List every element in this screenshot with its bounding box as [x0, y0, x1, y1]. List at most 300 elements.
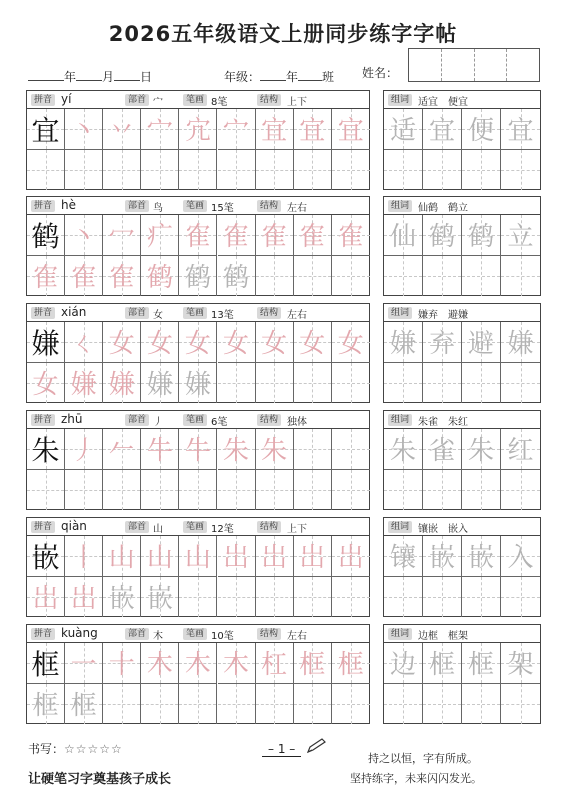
practice-box — [26, 303, 370, 403]
practice-box — [26, 624, 370, 724]
page-number: – 1 – — [262, 742, 301, 757]
stroke-order-cell[interactable] — [179, 256, 217, 297]
char-glyph: 山 — [108, 543, 135, 574]
stroke-order-cell[interactable] — [103, 429, 141, 470]
char-glyph: 宀 — [223, 116, 250, 147]
word-trace-cell[interactable] — [462, 429, 501, 470]
structure-value: 左右 — [287, 310, 307, 321]
stroke-order-cell[interactable] — [256, 429, 294, 470]
words-tag: 组词 — [388, 307, 412, 319]
writing-cell[interactable] — [462, 150, 501, 191]
radical-value: 山 — [153, 524, 163, 535]
words-info-bar — [384, 304, 540, 322]
star-rating[interactable]: ☆☆☆☆☆ — [64, 742, 123, 756]
writing-cell[interactable] — [501, 363, 540, 404]
writing-cell[interactable] — [218, 470, 256, 511]
model-char[interactable] — [27, 109, 65, 150]
writing-cell[interactable] — [218, 150, 256, 191]
writing-cell[interactable] — [294, 256, 332, 297]
strokes-tag: 笔画 — [183, 307, 207, 319]
writing-cell[interactable] — [332, 577, 370, 618]
writing-cell[interactable] — [256, 150, 294, 191]
writing-cell[interactable] — [423, 256, 462, 297]
pinyin-value: kuàng — [61, 626, 98, 640]
char-glyph: 鹤 — [223, 263, 250, 294]
strokes-tag: 笔画 — [183, 628, 207, 640]
stroke-order-cell[interactable] — [218, 256, 256, 297]
writing-cell[interactable] — [294, 150, 332, 191]
words-info-bar — [384, 411, 540, 429]
radical-tag: 部首 — [125, 414, 149, 426]
writing-cell[interactable] — [141, 150, 179, 191]
structure-tag: 结构 — [257, 200, 281, 212]
stroke-order-cell[interactable] — [256, 109, 294, 150]
structure-value: 独体 — [287, 417, 307, 428]
stroke-order-cell[interactable] — [103, 363, 141, 404]
stroke-order-cell[interactable] — [294, 215, 332, 256]
writing-cell[interactable] — [423, 470, 462, 511]
char-glyph: 朱 — [261, 436, 288, 467]
char-glyph: 岀 — [261, 543, 288, 574]
char-glyph: 岀 — [223, 543, 250, 574]
char-section-6 — [26, 624, 541, 724]
writing-cell[interactable] — [384, 684, 423, 725]
char-glyph: 冖 — [108, 222, 135, 253]
words-box — [383, 517, 541, 617]
writing-cell[interactable] — [218, 363, 256, 404]
structure-value: 上下 — [287, 524, 307, 535]
pinyin-tag: 拼音 — [31, 521, 55, 533]
word-trace-cell[interactable] — [384, 429, 423, 470]
char-glyph: 岀 — [32, 584, 59, 615]
words-text: 仙鹤 鹤立 — [418, 203, 468, 214]
word-trace-cell[interactable] — [384, 643, 423, 684]
writing-cell[interactable] — [103, 684, 141, 725]
char-glyph: 女 — [337, 329, 364, 360]
char-glyph: 女 — [299, 329, 326, 360]
stroke-order-cell[interactable] — [179, 322, 217, 363]
word-glyph: 框 — [428, 650, 455, 681]
stroke-order-cell[interactable] — [256, 536, 294, 577]
writing-cell[interactable] — [384, 363, 423, 404]
stroke-order-cell[interactable] — [218, 109, 256, 150]
char-glyph: 朱 — [223, 436, 250, 467]
words-text: 边框 框架 — [418, 631, 468, 642]
radical-value: 鸟 — [153, 203, 163, 214]
writing-cell[interactable] — [384, 470, 423, 511]
char-glyph: 牛 — [184, 436, 211, 467]
strokes-tag: 笔画 — [183, 94, 207, 106]
char-glyph: 女 — [184, 329, 211, 360]
words-grid — [384, 109, 540, 190]
stroke-order-cell[interactable] — [27, 577, 65, 618]
stroke-order-cell[interactable] — [65, 322, 103, 363]
word-glyph: 边 — [389, 650, 416, 681]
writing-cell[interactable] — [332, 150, 370, 191]
stroke-order-cell[interactable] — [179, 643, 217, 684]
radical-tag: 部首 — [125, 521, 149, 533]
word-trace-cell[interactable] — [501, 109, 540, 150]
words-grid — [384, 215, 540, 296]
word-glyph: 适 — [389, 116, 416, 147]
word-trace-cell[interactable] — [501, 429, 540, 470]
word-trace-cell[interactable] — [384, 109, 423, 150]
char-glyph: 木 — [223, 650, 250, 681]
char-glyph: 嫌 — [146, 370, 173, 401]
stroke-order-cell[interactable] — [65, 684, 103, 725]
char-glyph: 宜 — [337, 116, 364, 147]
word-trace-cell[interactable] — [501, 215, 540, 256]
word-trace-cell[interactable] — [423, 322, 462, 363]
word-trace-cell[interactable] — [501, 643, 540, 684]
stroke-order-cell[interactable] — [27, 363, 65, 404]
writing-cell[interactable] — [256, 684, 294, 725]
char-glyph: 鹤 — [184, 263, 211, 294]
writing-cell[interactable] — [256, 577, 294, 618]
word-trace-cell[interactable] — [462, 109, 501, 150]
strokes-tag: 笔画 — [183, 200, 207, 212]
writing-cell[interactable] — [27, 150, 65, 191]
writing-cell[interactable] — [179, 577, 217, 618]
model-char[interactable] — [27, 215, 65, 256]
stroke-order-cell[interactable] — [179, 536, 217, 577]
practice-grid — [27, 429, 369, 510]
char-glyph: 鹤 — [146, 263, 173, 294]
stroke-order-cell[interactable] — [256, 322, 294, 363]
radical-tag: 部首 — [125, 307, 149, 319]
char-section-4 — [26, 410, 541, 510]
words-grid — [384, 429, 540, 510]
char-glyph: 嫌 — [108, 370, 135, 401]
char-glyph: 嫌 — [184, 370, 211, 401]
stroke-order-cell[interactable] — [65, 577, 103, 618]
stroke-order-cell[interactable] — [141, 256, 179, 297]
char-glyph: 女 — [223, 329, 250, 360]
words-box — [383, 303, 541, 403]
writing-cell[interactable] — [179, 150, 217, 191]
writing-cell[interactable] — [27, 470, 65, 511]
practice-grid — [27, 643, 369, 724]
stroke-order-cell[interactable] — [103, 256, 141, 297]
name-input-boxes[interactable] — [408, 48, 540, 82]
char-glyph: 山 — [146, 543, 173, 574]
word-trace-cell[interactable] — [423, 643, 462, 684]
word-glyph: 便 — [467, 116, 494, 147]
stroke-order-cell[interactable] — [103, 577, 141, 618]
writing-cell[interactable] — [462, 577, 501, 618]
char-glyph: 宂 — [184, 116, 211, 147]
strokes-value: 6笔 — [211, 417, 228, 428]
stroke-order-cell[interactable] — [218, 429, 256, 470]
words-tag: 组词 — [388, 200, 412, 212]
pinyin-tag: 拼音 — [31, 628, 55, 640]
pinyin-tag: 拼音 — [31, 200, 55, 212]
stroke-order-cell[interactable] — [179, 363, 217, 404]
writing-cell[interactable] — [103, 470, 141, 511]
writing-cell[interactable] — [384, 150, 423, 191]
char-info-bar — [27, 197, 369, 215]
stroke-order-cell[interactable] — [294, 322, 332, 363]
char-glyph: 𠂉 — [108, 436, 135, 467]
stroke-order-cell[interactable] — [218, 643, 256, 684]
char-glyph: 丶 — [70, 222, 97, 253]
structure-tag: 结构 — [257, 521, 281, 533]
writing-cell[interactable] — [501, 577, 540, 618]
pinyin-tag: 拼音 — [31, 414, 55, 426]
word-glyph: 仙 — [389, 222, 416, 253]
motto-line-1: 持之以恒，字有所成。 — [368, 752, 478, 765]
stroke-order-cell[interactable] — [103, 643, 141, 684]
stroke-order-cell[interactable] — [218, 215, 256, 256]
word-trace-cell[interactable] — [462, 643, 501, 684]
practice-box — [26, 90, 370, 190]
char-glyph: 一 — [70, 650, 97, 681]
stroke-order-cell[interactable] — [27, 256, 65, 297]
writing-cell[interactable] — [65, 150, 103, 191]
word-trace-cell[interactable] — [384, 536, 423, 577]
stroke-order-cell[interactable] — [65, 215, 103, 256]
writing-cell[interactable] — [179, 684, 217, 725]
radical-tag: 部首 — [125, 628, 149, 640]
word-glyph: 框 — [467, 650, 494, 681]
stroke-order-cell[interactable] — [65, 109, 103, 150]
writing-cell[interactable] — [423, 684, 462, 725]
writing-cell[interactable] — [501, 470, 540, 511]
char-glyph: 隺 — [223, 222, 250, 253]
word-trace-cell[interactable] — [384, 215, 423, 256]
writing-cell[interactable] — [501, 150, 540, 191]
stroke-order-cell[interactable] — [65, 643, 103, 684]
writing-cell[interactable] — [256, 363, 294, 404]
words-info-bar — [384, 91, 540, 109]
strokes-tag: 笔画 — [183, 521, 207, 533]
stroke-order-cell[interactable] — [27, 684, 65, 725]
strokes-value: 8笔 — [211, 97, 228, 108]
word-glyph: 鹤 — [428, 222, 455, 253]
char-glyph: 隺 — [261, 222, 288, 253]
stroke-order-cell[interactable] — [103, 109, 141, 150]
writing-cell[interactable] — [462, 684, 501, 725]
words-text: 镶嵌 嵌入 — [418, 524, 468, 535]
word-glyph: 嵌 — [467, 543, 494, 574]
words-tag: 组词 — [388, 414, 412, 426]
stroke-order-cell[interactable] — [332, 322, 370, 363]
radical-value: 宀 — [153, 97, 163, 108]
writing-cell[interactable] — [256, 256, 294, 297]
stroke-order-cell[interactable] — [294, 109, 332, 150]
name-label: 姓名： — [362, 66, 399, 80]
practice-grid — [27, 109, 369, 190]
writing-cell[interactable] — [332, 684, 370, 725]
stroke-order-cell[interactable] — [141, 215, 179, 256]
char-glyph: 丨 — [70, 543, 97, 574]
word-glyph: 朱 — [467, 436, 494, 467]
char-glyph: ㄑ — [70, 329, 97, 360]
writing-cell[interactable] — [332, 256, 370, 297]
radical-value: 丿 — [153, 417, 163, 428]
writing-cell[interactable] — [256, 470, 294, 511]
writing-cell[interactable] — [294, 470, 332, 511]
writing-cell[interactable] — [462, 470, 501, 511]
radical-value: 女 — [153, 310, 163, 321]
writing-cell[interactable] — [423, 150, 462, 191]
word-trace-cell[interactable] — [501, 322, 540, 363]
words-tag: 组词 — [388, 521, 412, 533]
stroke-order-cell[interactable] — [141, 109, 179, 150]
char-glyph: 嫌 — [70, 370, 97, 401]
pinyin-value: hè — [61, 198, 76, 212]
char-glyph: 嵌 — [108, 584, 135, 615]
stroke-order-cell[interactable] — [218, 322, 256, 363]
writing-cell[interactable] — [462, 256, 501, 297]
writing-cell[interactable] — [218, 577, 256, 618]
word-trace-cell[interactable] — [423, 109, 462, 150]
char-info-bar — [27, 518, 369, 536]
grade-field[interactable]: 年级： 年 班 — [224, 70, 335, 84]
stroke-order-cell[interactable] — [332, 536, 370, 577]
stroke-order-cell[interactable] — [141, 643, 179, 684]
char-glyph: 岀 — [70, 584, 97, 615]
writing-cell[interactable] — [384, 256, 423, 297]
char-glyph: 女 — [146, 329, 173, 360]
model-char[interactable] — [27, 429, 65, 470]
writing-cell[interactable] — [423, 577, 462, 618]
writing-cell[interactable] — [294, 577, 332, 618]
writing-cell[interactable] — [141, 470, 179, 511]
words-text: 嫌弃 避嫌 — [418, 310, 468, 321]
char-glyph: 框 — [32, 691, 59, 722]
stroke-order-cell[interactable] — [294, 643, 332, 684]
stroke-order-cell[interactable] — [141, 429, 179, 470]
word-trace-cell[interactable] — [423, 215, 462, 256]
stroke-order-cell[interactable] — [332, 109, 370, 150]
stroke-order-cell[interactable] — [103, 215, 141, 256]
structure-tag: 结构 — [257, 628, 281, 640]
practice-box — [26, 196, 370, 296]
writing-cell[interactable] — [501, 256, 540, 297]
words-grid — [384, 643, 540, 724]
writing-cell[interactable] — [65, 470, 103, 511]
word-trace-cell[interactable] — [423, 536, 462, 577]
strokes-tag: 笔画 — [183, 414, 207, 426]
stroke-order-cell[interactable] — [332, 215, 370, 256]
word-trace-cell[interactable] — [462, 215, 501, 256]
stroke-order-cell[interactable] — [65, 363, 103, 404]
writing-cell[interactable] — [332, 429, 370, 470]
practice-grid — [27, 215, 369, 296]
writing-cell[interactable] — [462, 363, 501, 404]
structure-tag: 结构 — [257, 307, 281, 319]
writing-cell[interactable] — [218, 684, 256, 725]
stroke-order-cell[interactable] — [141, 577, 179, 618]
word-glyph: 避 — [467, 329, 494, 360]
char-section-3 — [26, 303, 541, 403]
stroke-order-cell[interactable] — [179, 109, 217, 150]
structure-tag: 结构 — [257, 94, 281, 106]
stroke-order-cell[interactable] — [256, 215, 294, 256]
pen-icon — [306, 738, 328, 754]
char-section-1 — [26, 90, 541, 190]
word-trace-cell[interactable] — [501, 536, 540, 577]
words-box — [383, 90, 541, 190]
pinyin-value: xián — [61, 305, 87, 319]
writing-cell[interactable] — [294, 684, 332, 725]
model-char[interactable] — [27, 643, 65, 684]
char-glyph: 嵌 — [146, 584, 173, 615]
word-trace-cell[interactable] — [462, 322, 501, 363]
word-glyph: 嵌 — [428, 543, 455, 574]
char-glyph: 杠 — [261, 650, 288, 681]
stroke-order-cell[interactable] — [103, 322, 141, 363]
word-glyph: 立 — [507, 222, 534, 253]
stroke-order-cell[interactable] — [256, 643, 294, 684]
stroke-order-cell[interactable] — [141, 536, 179, 577]
char-glyph: 隺 — [70, 263, 97, 294]
char-glyph: 牛 — [146, 436, 173, 467]
structure-value: 上下 — [287, 97, 307, 108]
structure-tag: 结构 — [257, 414, 281, 426]
word-trace-cell[interactable] — [423, 429, 462, 470]
strokes-value: 13笔 — [211, 310, 234, 321]
word-trace-cell[interactable] — [384, 322, 423, 363]
writing-cell[interactable] — [423, 363, 462, 404]
stroke-order-cell[interactable] — [141, 322, 179, 363]
model-char[interactable] — [27, 536, 65, 577]
stroke-order-cell[interactable] — [65, 536, 103, 577]
date-field[interactable]: 年 月 日 — [28, 64, 152, 81]
stroke-order-cell[interactable] — [332, 643, 370, 684]
char-glyph: 宀 — [146, 116, 173, 147]
stroke-order-cell[interactable] — [141, 363, 179, 404]
stroke-order-cell[interactable] — [294, 536, 332, 577]
char-info-bar — [27, 625, 369, 643]
model-char[interactable] — [27, 322, 65, 363]
writing-cell[interactable] — [332, 470, 370, 511]
writing-cell[interactable] — [103, 150, 141, 191]
char-glyph: 朱 — [31, 433, 60, 467]
writing-cell[interactable] — [294, 429, 332, 470]
char-glyph: 隺 — [337, 222, 364, 253]
pinyin-value: zhū — [61, 412, 83, 426]
char-glyph: 宜 — [31, 113, 60, 147]
writing-cell[interactable] — [141, 684, 179, 725]
strokes-value: 10笔 — [211, 631, 234, 642]
char-glyph: 框 — [299, 650, 326, 681]
word-trace-cell[interactable] — [462, 536, 501, 577]
stroke-order-cell[interactable] — [65, 429, 103, 470]
pinyin-tag: 拼音 — [31, 94, 55, 106]
stroke-order-cell[interactable] — [103, 536, 141, 577]
writing-cell[interactable] — [501, 684, 540, 725]
writing-cell[interactable] — [384, 577, 423, 618]
char-glyph: 岀 — [337, 543, 364, 574]
writing-cell[interactable] — [179, 470, 217, 511]
writing-cell[interactable] — [332, 363, 370, 404]
pinyin-tag: 拼音 — [31, 307, 55, 319]
word-glyph: 朱 — [389, 436, 416, 467]
char-glyph: 女 — [32, 370, 59, 401]
writing-cell[interactable] — [294, 363, 332, 404]
stroke-order-cell[interactable] — [65, 256, 103, 297]
word-glyph: 宜 — [507, 116, 534, 147]
stroke-order-cell[interactable] — [218, 536, 256, 577]
structure-value: 左右 — [287, 203, 307, 214]
stroke-order-cell[interactable] — [179, 215, 217, 256]
char-info-bar — [27, 304, 369, 322]
char-glyph: 女 — [108, 329, 135, 360]
char-glyph: 嫌 — [31, 326, 60, 360]
stroke-order-cell[interactable] — [179, 429, 217, 470]
